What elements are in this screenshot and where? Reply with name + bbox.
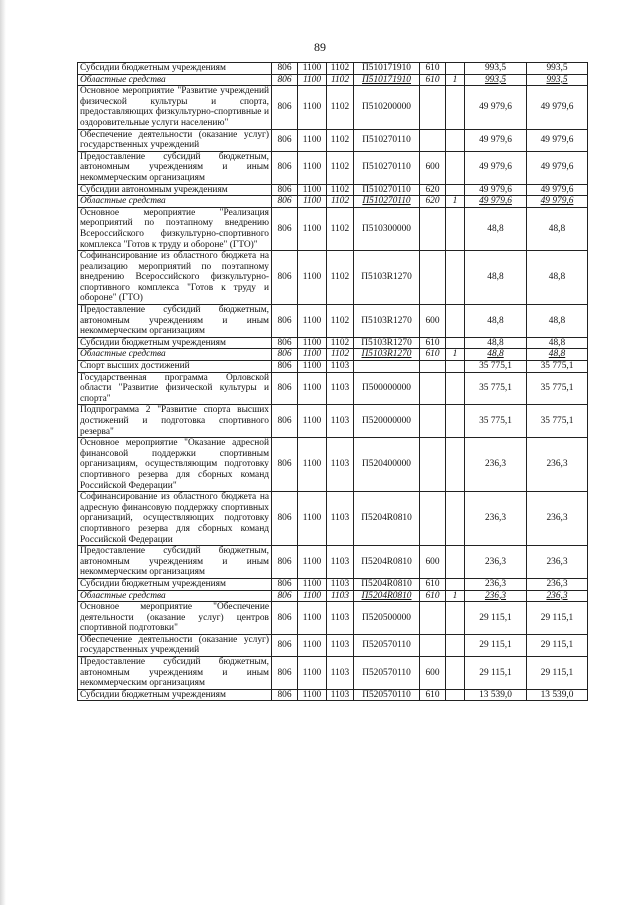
row-csr: П510270110	[354, 184, 420, 196]
row-razdel: 1100	[298, 207, 327, 250]
row-razdel: 1100	[298, 590, 327, 602]
row-name: Предоставление субсидий бюджетным, автономным учреждениям и иным некоммерческим организациям	[78, 305, 272, 338]
row-razdel: 1100	[298, 337, 327, 349]
row-amount-2: 29 115,1	[527, 634, 588, 656]
row-source	[446, 405, 465, 438]
row-name: Субсидии бюджетным учреждениям	[78, 337, 272, 349]
row-amount-2: 48,8	[527, 349, 588, 361]
row-csr: П5204R0810	[354, 492, 420, 546]
row-vr: 600	[420, 546, 446, 579]
row-csr: П500000000	[354, 372, 420, 405]
table-row	[78, 492, 588, 546]
row-razdel: 1100	[298, 689, 327, 701]
row-amount-1: 49 979,6	[465, 129, 527, 151]
row-name: Обеспечение деятельности (оказание услуг) государственных учреждений	[78, 129, 272, 151]
row-source	[446, 634, 465, 656]
row-name: Предоставление субсидий бюджетным, автономным учреждениям и иным некоммерческим организациям	[78, 657, 272, 690]
row-grbs: 806	[272, 492, 298, 546]
row-razdel: 1100	[298, 492, 327, 546]
row-amount-1: 236,3	[465, 492, 527, 546]
row-amount-2: 48,8	[527, 251, 588, 305]
row-amount-1: 49 979,6	[465, 196, 527, 208]
row-vr: 600	[420, 657, 446, 690]
row-amount-2: 993,5	[527, 63, 588, 75]
row-podrazdel: 1103	[327, 372, 354, 405]
row-name: Подпрограмма 2 "Развитие спорта высших достижений и подготовка спортивного резерва"	[78, 405, 272, 438]
row-amount-2: 993,5	[527, 74, 588, 86]
row-source	[446, 602, 465, 635]
row-source: 1	[446, 74, 465, 86]
table-row	[78, 657, 588, 690]
row-grbs: 806	[272, 337, 298, 349]
row-podrazdel: 1103	[327, 590, 354, 602]
row-razdel: 1100	[298, 349, 327, 361]
row-vr	[420, 602, 446, 635]
table-row	[78, 74, 588, 86]
table-row	[78, 207, 588, 250]
row-vr: 610	[420, 337, 446, 349]
row-source	[446, 438, 465, 492]
row-amount-2: 236,3	[527, 578, 588, 590]
row-amount-2: 48,8	[527, 207, 588, 250]
row-name: Областные средства	[78, 590, 272, 602]
row-podrazdel: 1102	[327, 129, 354, 151]
row-csr: П5103R1270	[354, 305, 420, 338]
row-amount-2: 29 115,1	[527, 602, 588, 635]
row-name: Обеспечение деятельности (оказание услуг) государственных учреждений	[78, 634, 272, 656]
row-razdel: 1100	[298, 63, 327, 75]
row-name: Субсидии бюджетным учреждениям	[78, 689, 272, 701]
row-amount-2: 236,3	[527, 492, 588, 546]
row-name: Государственная программа Орловской области "Развитие физической культуры и спорта"	[78, 372, 272, 405]
row-podrazdel: 1102	[327, 86, 354, 129]
row-source	[446, 129, 465, 151]
row-csr: П520570110	[354, 634, 420, 656]
row-grbs: 806	[272, 207, 298, 250]
row-vr	[420, 492, 446, 546]
row-podrazdel: 1102	[327, 184, 354, 196]
row-name: Областные средства	[78, 196, 272, 208]
row-amount-1: 48,8	[465, 251, 527, 305]
row-grbs: 806	[272, 657, 298, 690]
row-vr: 610	[420, 63, 446, 75]
table-row	[78, 602, 588, 635]
row-amount-1: 35 775,1	[465, 405, 527, 438]
row-name: Субсидии бюджетным учреждениям	[78, 578, 272, 590]
row-csr: П510270110	[354, 129, 420, 151]
row-csr: П5204R0810	[354, 590, 420, 602]
table-row	[78, 578, 588, 590]
row-amount-1: 48,8	[465, 207, 527, 250]
row-grbs: 806	[272, 63, 298, 75]
row-amount-1: 48,8	[465, 349, 527, 361]
row-csr: П520500000	[354, 602, 420, 635]
row-grbs: 806	[272, 372, 298, 405]
row-podrazdel: 1103	[327, 438, 354, 492]
row-podrazdel: 1102	[327, 305, 354, 338]
row-razdel: 1100	[298, 634, 327, 656]
row-csr: П510270110	[354, 196, 420, 208]
row-amount-1: 236,3	[465, 578, 527, 590]
row-csr: П520570110	[354, 657, 420, 690]
row-source: 1	[446, 590, 465, 602]
row-vr: 610	[420, 689, 446, 701]
row-amount-1: 35 775,1	[465, 361, 527, 373]
row-podrazdel: 1103	[327, 578, 354, 590]
row-csr: П5103R1270	[354, 349, 420, 361]
row-podrazdel: 1103	[327, 689, 354, 701]
row-amount-2: 48,8	[527, 305, 588, 338]
row-name: Софинансирование из областного бюджета на реализацию мероприятий по поэтапному внедрению Всероссийского физкультурно-спортивного комплекса "Готов к труду и обороне" (ГТО)	[78, 251, 272, 305]
page-number: 89	[314, 40, 326, 54]
row-podrazdel: 1102	[327, 151, 354, 184]
row-podrazdel: 1103	[327, 546, 354, 579]
row-vr: 610	[420, 74, 446, 86]
row-vr	[420, 251, 446, 305]
row-vr	[420, 405, 446, 438]
row-grbs: 806	[272, 405, 298, 438]
table-row	[78, 337, 588, 349]
row-podrazdel: 1102	[327, 63, 354, 75]
row-csr: П520000000	[354, 405, 420, 438]
table-row	[78, 305, 588, 338]
row-razdel: 1100	[298, 372, 327, 405]
table-row	[78, 689, 588, 701]
row-amount-1: 35 775,1	[465, 372, 527, 405]
row-razdel: 1100	[298, 151, 327, 184]
row-razdel: 1100	[298, 657, 327, 690]
row-vr	[420, 634, 446, 656]
row-csr: П5204R0810	[354, 546, 420, 579]
row-razdel: 1100	[298, 405, 327, 438]
row-razdel: 1100	[298, 305, 327, 338]
row-grbs: 806	[272, 251, 298, 305]
row-podrazdel: 1103	[327, 602, 354, 635]
table-row	[78, 590, 588, 602]
row-source	[446, 251, 465, 305]
row-amount-2: 29 115,1	[527, 657, 588, 690]
row-vr	[420, 207, 446, 250]
row-razdel: 1100	[298, 578, 327, 590]
row-amount-1: 48,8	[465, 337, 527, 349]
table-row	[78, 251, 588, 305]
row-razdel: 1100	[298, 129, 327, 151]
row-name: Основное мероприятие "Обеспечение деятельности (оказание услуг) центров спортивной подготовки"	[78, 602, 272, 635]
row-amount-1: 49 979,6	[465, 86, 527, 129]
row-csr: П510300000	[354, 207, 420, 250]
row-podrazdel: 1102	[327, 337, 354, 349]
table-row	[78, 405, 588, 438]
row-amount-1: 29 115,1	[465, 657, 527, 690]
row-grbs: 806	[272, 349, 298, 361]
row-csr: П5103R1270	[354, 337, 420, 349]
row-razdel: 1100	[298, 86, 327, 129]
row-source	[446, 657, 465, 690]
row-amount-2: 49 979,6	[527, 184, 588, 196]
row-source	[446, 546, 465, 579]
row-source	[446, 305, 465, 338]
row-csr: П520570110	[354, 689, 420, 701]
row-grbs: 806	[272, 634, 298, 656]
row-source	[446, 361, 465, 373]
row-csr: П5103R1270	[354, 251, 420, 305]
table-row	[78, 63, 588, 75]
row-razdel: 1100	[298, 74, 327, 86]
row-amount-2: 236,3	[527, 438, 588, 492]
row-name: Спорт высших достижений	[78, 361, 272, 373]
row-vr	[420, 361, 446, 373]
table-row	[78, 184, 588, 196]
row-source	[446, 151, 465, 184]
row-amount-2: 48,8	[527, 337, 588, 349]
row-grbs: 806	[272, 86, 298, 129]
row-source: 1	[446, 196, 465, 208]
table-row	[78, 196, 588, 208]
row-amount-2: 35 775,1	[527, 372, 588, 405]
row-vr	[420, 372, 446, 405]
row-source	[446, 184, 465, 196]
row-vr: 600	[420, 151, 446, 184]
row-grbs: 806	[272, 129, 298, 151]
row-vr: 610	[420, 578, 446, 590]
row-vr	[420, 129, 446, 151]
row-csr: П510171910	[354, 63, 420, 75]
row-razdel: 1100	[298, 184, 327, 196]
row-amount-2: 35 775,1	[527, 361, 588, 373]
row-amount-1: 236,3	[465, 590, 527, 602]
row-amount-2: 236,3	[527, 590, 588, 602]
row-vr: 620	[420, 184, 446, 196]
row-amount-2: 35 775,1	[527, 405, 588, 438]
row-name: Предоставление субсидий бюджетным, автономным учреждениям и иным некоммерческим организациям	[78, 151, 272, 184]
row-csr: П5204R0810	[354, 578, 420, 590]
row-amount-1: 993,5	[465, 63, 527, 75]
row-amount-1: 48,8	[465, 305, 527, 338]
table-row	[78, 438, 588, 492]
row-amount-1: 236,3	[465, 438, 527, 492]
table-body	[78, 63, 588, 701]
row-source	[446, 689, 465, 701]
row-grbs: 806	[272, 361, 298, 373]
row-grbs: 806	[272, 578, 298, 590]
row-grbs: 806	[272, 184, 298, 196]
row-name: Субсидии автономным учреждениям	[78, 184, 272, 196]
row-amount-1: 49 979,6	[465, 151, 527, 184]
row-name: Софинансирование из областного бюджета на адресную финансовую поддержку спортивных организаций, осуществляющих подготовку спортивного резерва для сборных команд Российской Федерации	[78, 492, 272, 546]
row-vr: 610	[420, 349, 446, 361]
row-grbs: 806	[272, 546, 298, 579]
row-podrazdel: 1102	[327, 207, 354, 250]
row-amount-1: 993,5	[465, 74, 527, 86]
row-source	[446, 63, 465, 75]
table-row	[78, 634, 588, 656]
row-podrazdel: 1103	[327, 657, 354, 690]
row-podrazdel: 1102	[327, 74, 354, 86]
row-source	[446, 86, 465, 129]
table-row	[78, 129, 588, 151]
table-row	[78, 86, 588, 129]
row-name: Основное мероприятие "Развитие учреждений физической культуры и спорта, предоставляющих физкультурно-спортивные и оздоровительные услуги населению"	[78, 86, 272, 129]
row-grbs: 806	[272, 689, 298, 701]
row-grbs: 806	[272, 438, 298, 492]
row-grbs: 806	[272, 602, 298, 635]
row-grbs: 806	[272, 196, 298, 208]
row-csr: П510171910	[354, 74, 420, 86]
row-razdel: 1100	[298, 546, 327, 579]
row-name: Основное мероприятие "Реализация мероприятий по поэтапному внедрению Всероссийского физкультурно-спортивного комплекса "Готов к труду и обороне" (ГТО)"	[78, 207, 272, 250]
row-csr: П510200000	[354, 86, 420, 129]
row-amount-2: 49 979,6	[527, 129, 588, 151]
table-row	[78, 546, 588, 579]
row-grbs: 806	[272, 74, 298, 86]
row-name: Областные средства	[78, 74, 272, 86]
table-row	[78, 372, 588, 405]
row-razdel: 1100	[298, 361, 327, 373]
row-amount-1: 29 115,1	[465, 634, 527, 656]
table-row	[78, 361, 588, 373]
row-podrazdel: 1103	[327, 405, 354, 438]
row-name: Областные средства	[78, 349, 272, 361]
row-podrazdel: 1102	[327, 196, 354, 208]
row-amount-1: 236,3	[465, 546, 527, 579]
row-csr: П520400000	[354, 438, 420, 492]
row-razdel: 1100	[298, 251, 327, 305]
table-row	[78, 349, 588, 361]
row-amount-1: 13 539,0	[465, 689, 527, 701]
row-source	[446, 207, 465, 250]
row-source	[446, 492, 465, 546]
row-vr: 610	[420, 590, 446, 602]
row-amount-2: 49 979,6	[527, 86, 588, 129]
row-csr: П510270110	[354, 151, 420, 184]
row-podrazdel: 1103	[327, 492, 354, 546]
row-vr	[420, 86, 446, 129]
row-source	[446, 578, 465, 590]
row-grbs: 806	[272, 305, 298, 338]
row-vr	[420, 438, 446, 492]
row-amount-1: 29 115,1	[465, 602, 527, 635]
row-name: Предоставление субсидий бюджетным, автономным учреждениям и иным некоммерческим организациям	[78, 546, 272, 579]
row-amount-2: 236,3	[527, 546, 588, 579]
row-amount-2: 49 979,6	[527, 196, 588, 208]
row-razdel: 1100	[298, 602, 327, 635]
row-name: Основное мероприятие "Оказание адресной финансовой поддержки спортивным организациям, осуществляющим подготовку спортивного резерва для сборных команд Российской Федерации"	[78, 438, 272, 492]
row-podrazdel: 1102	[327, 251, 354, 305]
row-vr: 620	[420, 196, 446, 208]
row-razdel: 1100	[298, 196, 327, 208]
row-podrazdel: 1103	[327, 634, 354, 656]
row-razdel: 1100	[298, 438, 327, 492]
row-source	[446, 372, 465, 405]
row-amount-2: 13 539,0	[527, 689, 588, 701]
row-amount-1: 49 979,6	[465, 184, 527, 196]
row-podrazdel: 1103	[327, 361, 354, 373]
row-amount-2: 49 979,6	[527, 151, 588, 184]
row-grbs: 806	[272, 590, 298, 602]
scan-edge	[0, 0, 6, 905]
row-name: Субсидии бюджетным учреждениям	[78, 63, 272, 75]
row-vr: 600	[420, 305, 446, 338]
table-row	[78, 151, 588, 184]
row-podrazdel: 1102	[327, 349, 354, 361]
row-csr	[354, 361, 420, 373]
row-source	[446, 337, 465, 349]
row-source: 1	[446, 349, 465, 361]
budget-table	[77, 62, 588, 701]
row-grbs: 806	[272, 151, 298, 184]
